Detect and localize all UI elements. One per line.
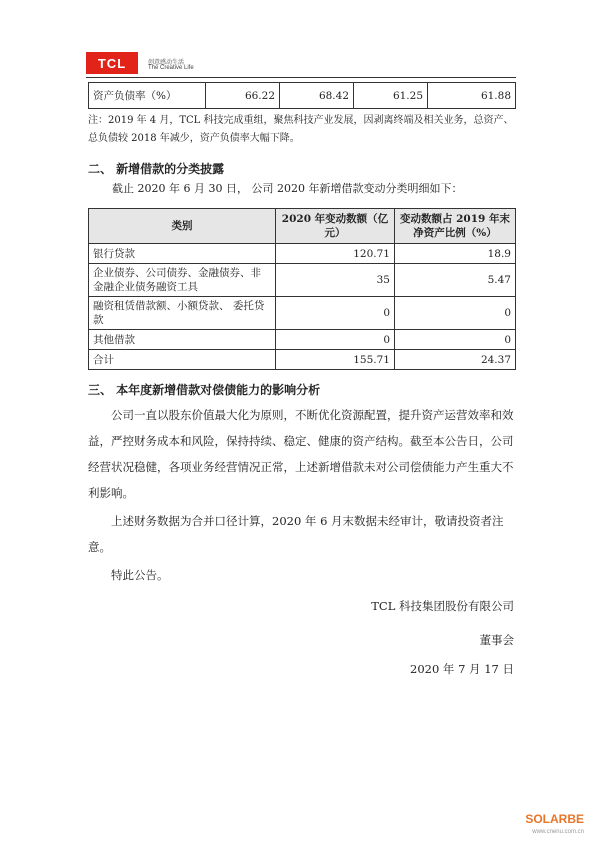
value-cell: 61.25 <box>354 83 428 109</box>
section3-paragraph: 公司一直以股东价值最大化为原则，不断优化资源配置，提升资产运营效率和效益，严控财务成本和风险，保持持续、稳定、健康的资产结构。截至本公告日，公司经营状况稳健，各项业务经营情况正常，上述新增借款未对公司偿债能力产生重大不利影响。 <box>88 408 514 500</box>
closing-statement: 特此公告。 <box>111 568 169 582</box>
table-header-row <box>89 209 516 244</box>
ratio-cell: 24.37 <box>395 350 516 370</box>
column-header: 2020 年变动数额（亿元） <box>276 209 395 244</box>
section2-heading: 二、 新增借款的分类披露 <box>88 162 225 176</box>
category-cell: 合计 <box>89 350 276 370</box>
category-cell: 融资租赁借款额、小额贷款、 委托贷款 <box>89 297 276 330</box>
section2-intro: 截止 2020 年 6 月 30 日， 公司 2020 年新增借款变动分类明细如下： <box>112 182 463 195</box>
column-header: 类别 <box>89 209 276 244</box>
ratio-cell: 0 <box>395 330 516 350</box>
debt-ratio-table <box>88 82 516 109</box>
tagline-en: The Creative Life <box>148 65 194 71</box>
table-note: 注：2019 年 4 月，TCL 科技完成重组，聚焦科技产业发展，因剥离终端及相关业务，总资产、总负债较 2018 年减少，资产负债率大幅下降。 <box>88 115 514 144</box>
category-cell: 企业债券、公司债券、金融债券、非金融企业债务融资工具 <box>89 264 276 297</box>
board-name: 董事会 <box>479 633 514 647</box>
category-cell: 其他借款 <box>89 330 276 350</box>
value-cell: 68.42 <box>280 83 354 109</box>
amount-cell: 35 <box>276 264 395 297</box>
tagline-cn: 创意感动生活 <box>148 60 185 66</box>
signature-date: 2020 年 7 月 17 日 <box>410 662 514 676</box>
table-row <box>89 330 516 350</box>
amount-cell: 120.71 <box>276 244 395 264</box>
borrowing-table <box>88 208 516 370</box>
section3-paragraph: 上述财务数据为合并口径计算，2020 年 6 月末数据未经审计，敬请投资者注意。 <box>88 514 504 554</box>
table-row <box>89 297 516 330</box>
table-row <box>89 83 516 109</box>
amount-cell: 0 <box>276 330 395 350</box>
company-name: TCL 科技集团股份有限公司 <box>371 599 514 613</box>
tcl-logo <box>86 52 138 74</box>
table-row <box>89 244 516 264</box>
section3-heading: 三、 本年度新增借款对偿债能力的影响分析 <box>88 383 321 397</box>
table-total-row <box>89 350 516 370</box>
ratio-cell: 0 <box>395 297 516 330</box>
value-cell: 66.22 <box>206 83 280 109</box>
ratio-cell: 5.47 <box>395 264 516 297</box>
logo-text: TCL <box>97 55 127 71</box>
header-divider <box>86 77 516 78</box>
watermark-url: www.cnenu.com.cn <box>532 829 584 835</box>
table-row <box>89 264 516 297</box>
column-header: 变动数额占 2019 年末净资产比例（%） <box>395 209 516 244</box>
watermark-logo: SOLARBE <box>525 812 584 826</box>
amount-cell: 0 <box>276 297 395 330</box>
category-cell: 银行贷款 <box>89 244 276 264</box>
ratio-cell: 18.9 <box>395 244 516 264</box>
value-cell: 61.88 <box>428 83 516 109</box>
amount-cell: 155.71 <box>276 350 395 370</box>
row-label: 资产负债率（%） <box>89 83 206 109</box>
